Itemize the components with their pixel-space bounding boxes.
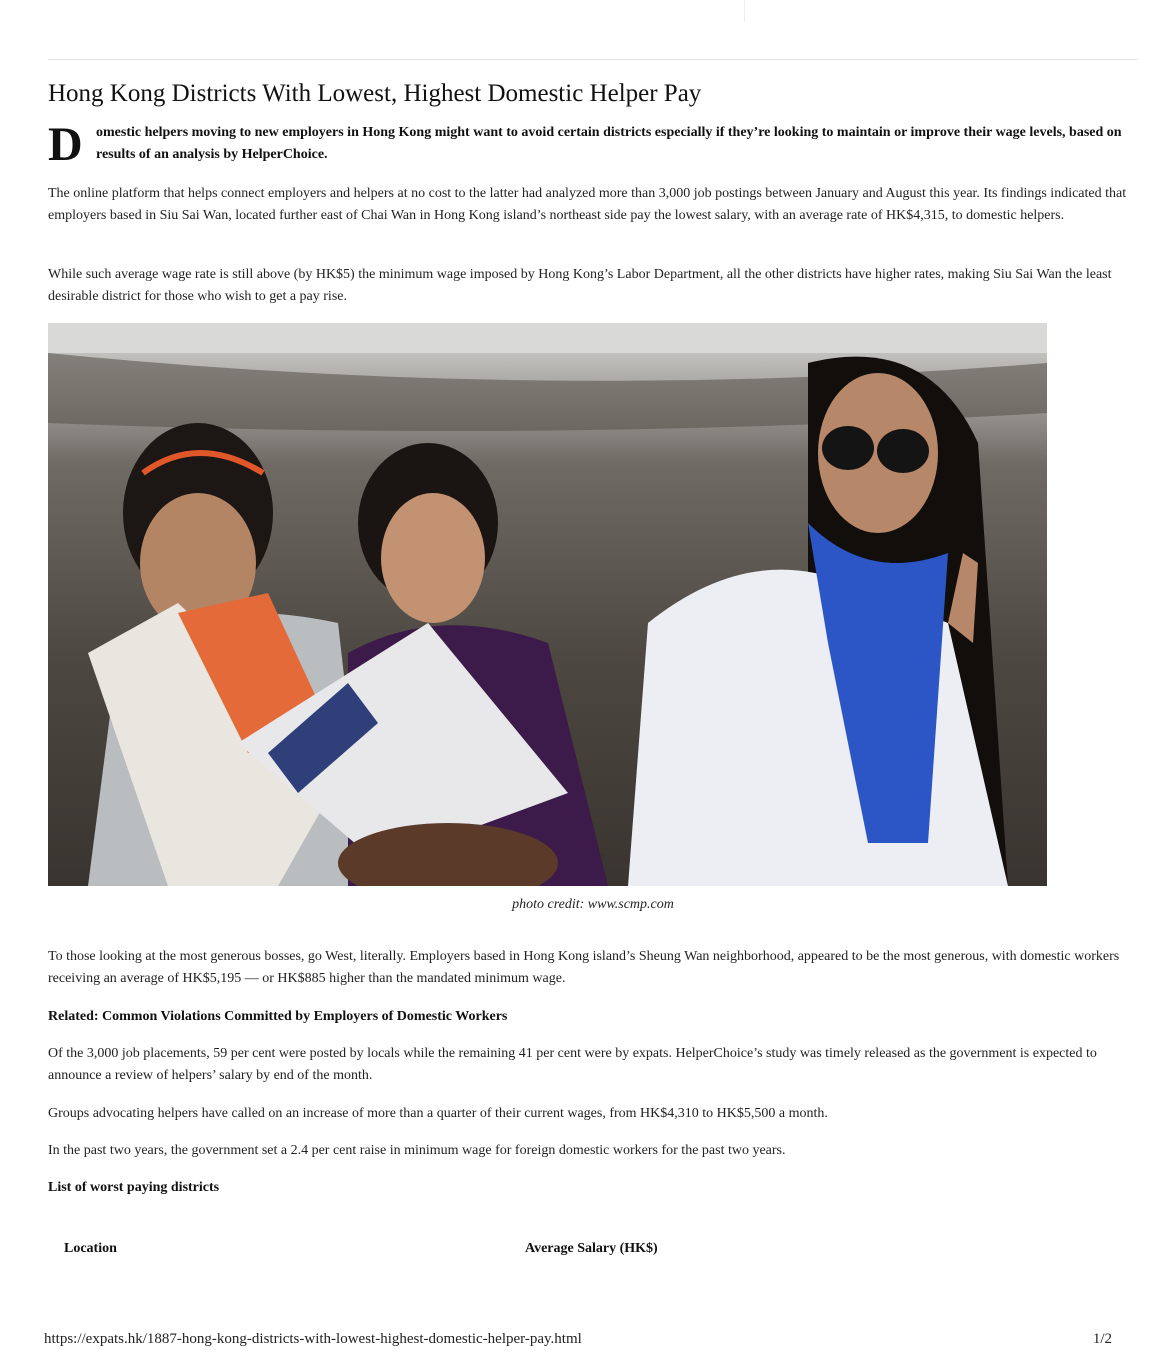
paragraph-advocacy-groups: Groups advocating helpers have called on an increase of more than a quarter of their current wages, from HK$4,310 to HK$5,500 a month. <box>48 1106 828 1121</box>
photo-caption: photo credit: www.scmp.com <box>512 897 674 912</box>
related-link[interactable]: Related: Common Violations Committed by Employers of Domestic Workers <box>48 1009 508 1024</box>
salary-table-header <box>48 1241 1138 1265</box>
article-title: Hong Kong Districts With Lowest, Highest Domestic Helper Pay <box>48 80 702 107</box>
drop-cap: D <box>48 118 83 171</box>
paragraph-minimum-wage: While such average wage rate is still above (by HK$5) the minimum wage imposed by Hong Kong’s Labor Department, all the other districts have higher rates, making Siu Sai Wan the least desirable district for those who wish to get a pay rise. <box>48 267 1112 304</box>
article-lead <box>48 118 1138 171</box>
article-photo <box>48 323 1047 886</box>
paragraph-generous-bosses: To those looking at the most generous bosses, go West, literally. Employers based in Hong Kong island’s Sheung Wan neighborhood, appeared to be the most generous, with domestic workers receiving an average of HK$5,195 — or HK$885 higher than the mandated minimum wage. <box>48 949 1120 986</box>
column-header-average-salary: Average Salary (HK$) <box>525 1241 658 1256</box>
header-divider <box>744 0 745 22</box>
list-heading: List of worst paying districts <box>48 1180 220 1195</box>
column-header-location: Location <box>64 1241 117 1256</box>
header-rule <box>48 59 1138 60</box>
page-number: 1/2 <box>1092 1331 1112 1347</box>
footer-url: https://expats.hk/1887-hong-kong-districts-with-lowest-highest-domestic-helper-pay.html <box>44 1331 582 1347</box>
paragraph-findings: The online platform that helps connect employers and helpers at no cost to the latter had analyzed more than 3,000 job postings between January and August this year. Its findings indicated that employers based in Siu Sai Wan, located further east of Chai Wan in Hong Kong island’s northeast side pay the lowest salary, with an average rate of HK$4,315, to domestic helpers. <box>48 186 1127 223</box>
paragraph-job-placements: Of the 3,000 job placements, 59 per cent were posted by locals while the remaining 41 per cent were by expats. HelperChoice’s study was timely released as the government is expected to announce a review of helpers’ salary by end of the month. <box>48 1046 1097 1083</box>
lead-text: omestic helpers moving to new employers in Hong Kong might want to avoid certain districts especially if they’re looking to maintain or improve their wage levels, based on results of an analysis by HelperChoice. <box>96 125 1122 162</box>
paragraph-raise: In the past two years, the government set a 2.4 per cent raise in minimum wage for foreign domestic workers for the past two years. <box>48 1143 786 1158</box>
